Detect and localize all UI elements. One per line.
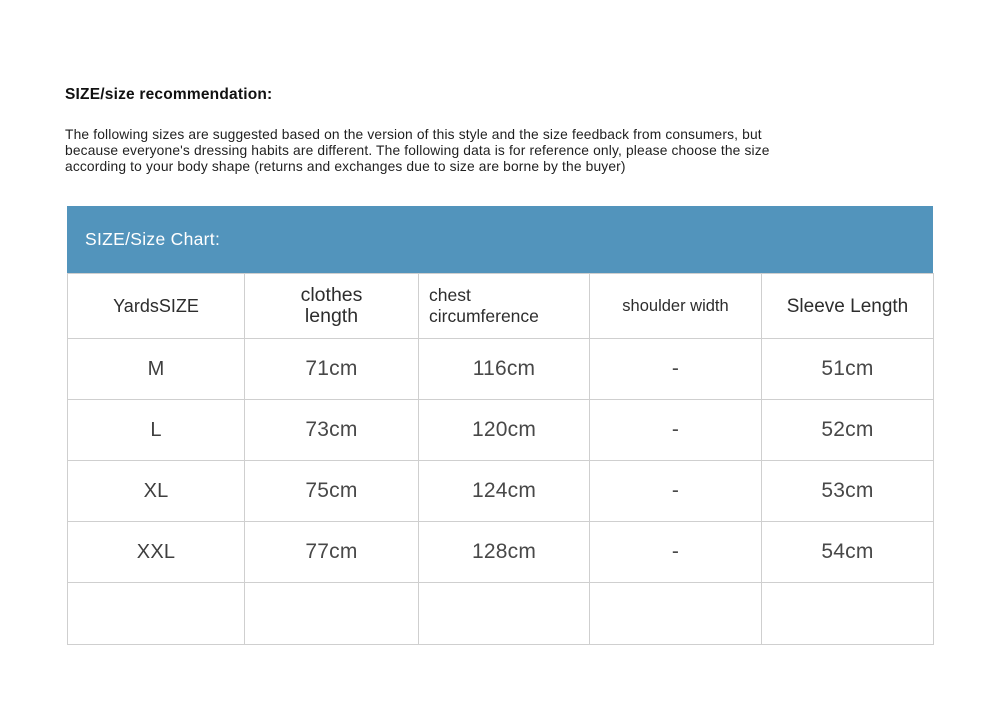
table-cell: - xyxy=(590,461,762,522)
table-cell: 124cm xyxy=(419,461,590,522)
size-chart-table xyxy=(67,273,934,645)
table-cell xyxy=(590,583,762,645)
table-cell: 75cm xyxy=(245,461,419,522)
intro-paragraph xyxy=(65,127,770,176)
table-cell: 73cm xyxy=(245,400,419,461)
table-cell xyxy=(68,583,245,645)
intro-line: according to your body shape (returns and exchanges due to size are borne by the buyer) xyxy=(65,159,626,175)
page-title: SIZE/size recommendation: xyxy=(65,86,273,104)
table-cell xyxy=(245,583,419,645)
table-row xyxy=(68,522,934,583)
intro-line: The following sizes are suggested based on the version of this style and the size feedback from consumers, but xyxy=(65,127,762,142)
column-header-yards-size: YardsSIZE xyxy=(68,274,245,339)
column-header-chest-circumference: chest circumference xyxy=(419,274,590,339)
table-cell xyxy=(762,583,934,645)
table-row-empty xyxy=(68,583,934,645)
table-cell: 53cm xyxy=(762,461,934,522)
table-cell: - xyxy=(590,339,762,400)
size-cell: XXL xyxy=(68,522,245,583)
table-cell: 116cm xyxy=(419,339,590,400)
size-chart-banner-label: SIZE/Size Chart: xyxy=(85,229,221,249)
intro-line: because everyone's dressing habits are different. The following data is for reference only, please choose the size xyxy=(65,143,770,159)
column-header-sleeve-length: Sleeve Length xyxy=(762,274,934,339)
table-cell xyxy=(419,583,590,645)
table-cell: - xyxy=(590,522,762,583)
table-row xyxy=(68,400,934,461)
table-cell: 77cm xyxy=(245,522,419,583)
size-cell: M xyxy=(68,339,245,400)
table-cell: 71cm xyxy=(245,339,419,400)
column-header-shoulder-width: shoulder width xyxy=(590,274,762,339)
table-row xyxy=(68,461,934,522)
size-cell: XL xyxy=(68,461,245,522)
table-cell: - xyxy=(590,400,762,461)
column-header-clothes-length: clothes length xyxy=(245,274,419,339)
table-cell: 128cm xyxy=(419,522,590,583)
size-chart-banner xyxy=(67,206,933,273)
table-cell: 120cm xyxy=(419,400,590,461)
table-cell: 51cm xyxy=(762,339,934,400)
table-row xyxy=(68,339,934,400)
table-header-row xyxy=(68,274,934,339)
table-cell: 54cm xyxy=(762,522,934,583)
table-cell: 52cm xyxy=(762,400,934,461)
size-cell: L xyxy=(68,400,245,461)
